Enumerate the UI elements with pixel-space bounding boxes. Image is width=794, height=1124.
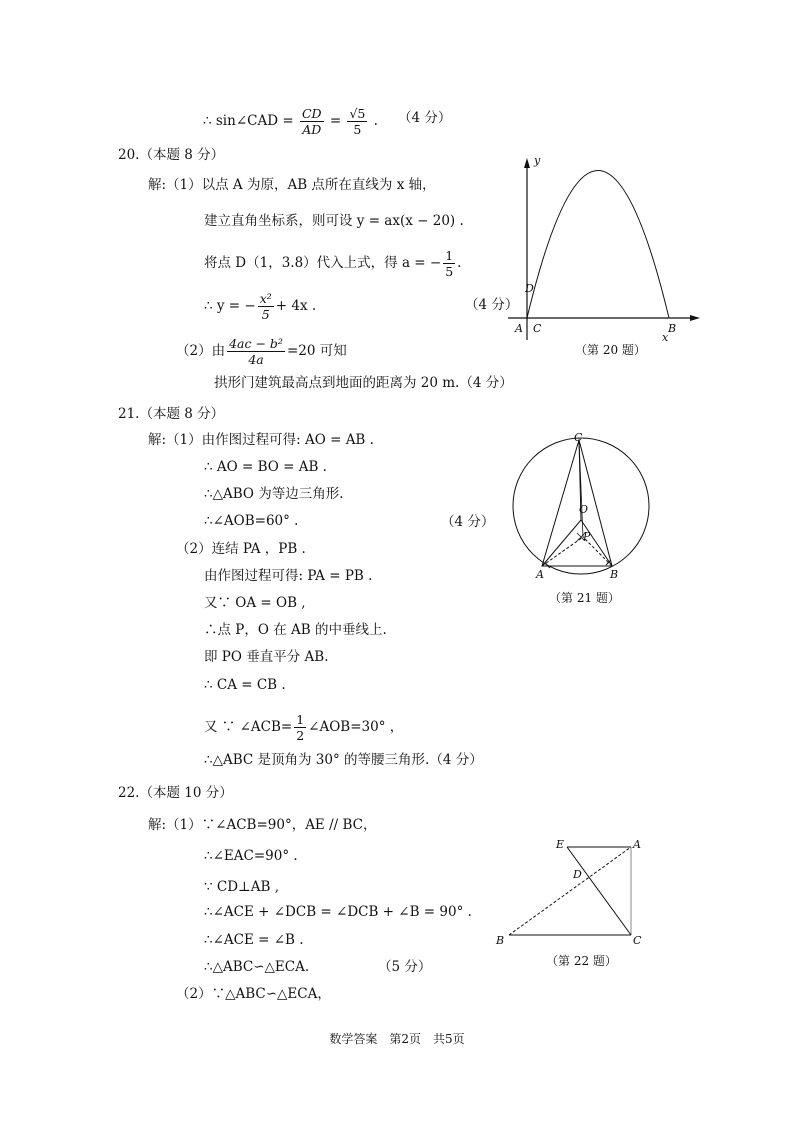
q20-line5-rest: =20 可知 (286, 343, 347, 359)
q20-line4-score: （4 分） (465, 297, 519, 313)
q21-figure-caption: （第 21 题） (549, 591, 620, 605)
frac-num: CD (301, 106, 322, 121)
q21-line6: 由作图过程可得: PA = PB . (204, 568, 373, 584)
top-formula (203, 106, 378, 137)
q20-line4-rest: + 4x . (275, 298, 317, 314)
q21-line1: 解:（1）由作图过程可得: AO = AB . (148, 432, 374, 448)
q20-line1: 解:（1）以点 A 为原，AB 点所在直线为 x 轴， (148, 177, 436, 193)
q20-line3-text: 将点 D（1，3.8）代入上式，得 a = − (204, 255, 442, 271)
label-A: A (515, 322, 523, 335)
label-B: B (610, 568, 619, 581)
q20-line5 (176, 336, 347, 367)
q22-line7: （2）∵△ABC∽△ECA， (176, 986, 331, 1002)
q21-line8: ∴点 P，O 在 AB 的中垂线上. (204, 622, 387, 638)
segment-BO (581, 520, 612, 566)
label-B: B (496, 934, 505, 947)
label-C: C (574, 431, 583, 444)
q22-line2: ∴∠EAC=90° . (204, 848, 298, 864)
q22-line4: ∴∠ACE + ∠DCB = ∠DCB + ∠B = 90° . (204, 904, 472, 920)
q20-line3-fraction (443, 248, 455, 279)
q21-line11-fraction (294, 712, 306, 743)
x-axis-arrow (690, 315, 700, 321)
frac-den: 2 (296, 728, 305, 743)
q21-line9: 即 PO 垂直平分 AB. (204, 649, 329, 665)
frac-num: 1 (445, 248, 454, 263)
top-fraction-root5 (347, 106, 367, 137)
q21-line3: ∴△ABO 为等边三角形. (204, 486, 344, 502)
frac-den: 5 (445, 264, 454, 279)
q22-figure (495, 835, 645, 945)
q20-line5-text: （2）由 (176, 343, 226, 359)
q21-line12: ∴△ABC 是顶角为 30° 的等腰三角形.（4 分） (204, 752, 483, 768)
q22-line3: ∵ CD⊥AB , (204, 879, 279, 895)
label-O: O (579, 503, 589, 516)
q22-line6-score: （5 分） (378, 959, 432, 975)
q22-header: 22.（本题 10 分） (118, 785, 233, 801)
frac-den: 5 (261, 307, 270, 322)
q20-figure-parabola (500, 150, 710, 350)
frac-den: 4a (248, 352, 264, 367)
q20-line5-fraction (227, 336, 285, 367)
label-D: D (573, 868, 582, 881)
q21-line4-score: （4 分） (441, 514, 495, 530)
frac-num: 1 (296, 712, 305, 727)
q22-line5: ∴∠ACE = ∠B . (204, 932, 304, 948)
label-C: C (633, 934, 642, 947)
top-prefix: ∴ sin∠CAD = (203, 113, 294, 129)
top-fraction-cd-ad (300, 106, 324, 137)
frac-num: 4ac − b² (229, 336, 283, 351)
q20-line6: 拱形门建筑最高点到地面的距离为 20 m.（4 分） (214, 375, 513, 391)
q21-line10: ∴ CA = CB . (204, 677, 286, 693)
q21-line7: 又∵ OA = OB , (204, 595, 306, 611)
frac-num: x² (259, 291, 272, 306)
q21-line11-rest: ∠AOB=30° ， (308, 719, 404, 735)
y-axis-arrow (524, 158, 530, 168)
q20-line4-fraction (258, 291, 274, 322)
q22-figure-caption: （第 22 题） (546, 954, 617, 968)
q20-line4-text: ∴ y = − (204, 298, 256, 314)
segment-AB (509, 847, 631, 935)
triangle-ACB (542, 440, 612, 566)
label-C: C (533, 322, 542, 335)
frac-den: 5 (353, 122, 362, 137)
q22-line6: ∴△ABC∽△ECA. (204, 959, 310, 975)
period: . (457, 255, 462, 271)
segment-EC (567, 847, 631, 935)
label-B: B (668, 322, 677, 335)
q21-line11-text: 又 ∵ ∠ACB= (204, 719, 293, 735)
frac-num: √5 (349, 106, 366, 121)
label-x: x (662, 331, 669, 344)
label-D: D (525, 282, 534, 295)
q20-line2: 建立直角坐标系，则可设 y = ax(x − 20) . (204, 213, 464, 229)
frac-den: AD (302, 122, 322, 137)
q21-line5: （2）连结 PA ，PB . (176, 541, 306, 557)
page-footer: 数学答案 第2页 共5页 (329, 1032, 465, 1046)
q21-header: 21.（本题 8 分） (118, 406, 225, 422)
label-E: E (556, 838, 565, 851)
label-A: A (633, 838, 641, 851)
label-y: y (534, 154, 541, 167)
q22-line1: 解:（1）∵∠ACB=90°，AE // BC， (148, 817, 377, 833)
q20-line4 (204, 291, 316, 322)
top-score: （4 分） (398, 110, 452, 126)
q21-line11 (204, 712, 403, 743)
equals: = (329, 113, 342, 129)
q20-header: 20.（本题 8 分） (118, 147, 225, 163)
period: . (373, 113, 378, 129)
label-A: A (536, 568, 544, 581)
q21-line2: ∴ AO = BO = AB . (204, 459, 327, 475)
q20-figure-caption: （第 20 题） (575, 343, 646, 357)
parabola-curve (527, 171, 669, 319)
q21-line4: ∴∠AOB=60° . (204, 513, 299, 529)
label-P: P (583, 530, 591, 543)
q20-line3 (204, 248, 461, 279)
